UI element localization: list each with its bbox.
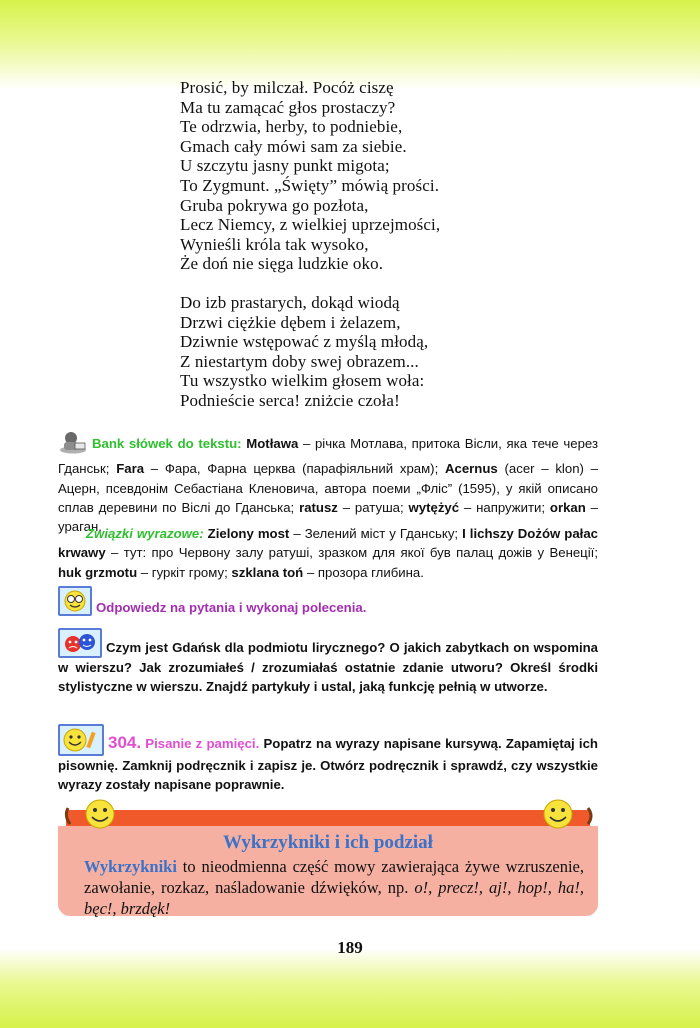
smiley-pencil-icon xyxy=(58,724,104,756)
phrase-term: huk grzmotu xyxy=(58,564,138,580)
smiley-icon xyxy=(62,798,118,832)
vocab-definition: – напружити; xyxy=(459,499,550,515)
poem-line: Gruba pokrywa go pozłota, xyxy=(180,195,369,215)
vocab-definition: – Фара, Фарна церква (парафіяльний храм); xyxy=(144,461,445,477)
glasses-smiley-icon xyxy=(58,586,92,616)
two-faces-icon xyxy=(58,628,102,658)
vocab-term: wytężyć xyxy=(408,499,460,515)
top-band xyxy=(0,0,700,90)
phrase-term: Zielony most xyxy=(203,526,290,541)
rule-term: Wykrzykniki xyxy=(84,857,177,876)
poem-line: Dziwnie wstępować z myślą młodą, xyxy=(180,332,429,352)
phrase-definition: – тут: про Червону залу ратуші, зразком для якої був палац дожів у Венеції; xyxy=(105,545,598,561)
rule-examples: o!, precz!, aj!, hop!, ha!, bęc!, brzdęk! xyxy=(84,878,585,918)
vocab-term: Acernus xyxy=(444,461,498,477)
phrase-term: szklana toń xyxy=(231,564,304,580)
poem-line: Wynieśli króla tak wysoko, xyxy=(180,234,369,254)
vocab-term: orkan xyxy=(549,499,586,515)
smiley-icon xyxy=(538,798,598,832)
poem-line: Prosić, by milczał. Pocóż ciszę xyxy=(180,78,394,97)
poem-line: Tu wszystko wielkim głosem woła: xyxy=(180,371,425,391)
vocab-term: Motława xyxy=(246,436,299,451)
rule-box xyxy=(58,798,598,920)
reader-icon xyxy=(58,430,88,459)
rule-text xyxy=(84,856,584,919)
vocab-term: ratusz xyxy=(299,499,338,515)
poem-line: Do izb prastarych, dokąd wiodą xyxy=(180,292,400,312)
exercise-title: Pisanie z pamięci. xyxy=(145,736,260,751)
vocabulary-heading: Bank słówek do tekstu: xyxy=(92,436,242,451)
vocab-definition: (acer – klon) – Ацерн, псевдонім Себастіана Кленовича, автора поеми „Фліс” (1595), у якій описано сплав деревини по Віслі до Гданська; xyxy=(58,461,598,515)
vocab-definition: – річка Мотлава, притока Вісли, яка тече через Гданськ; xyxy=(58,436,598,477)
vocab-definition: – ураган. xyxy=(58,499,598,535)
phrase-definition: – прозора глибина. xyxy=(303,564,424,580)
poem-line: Lecz Niemcy, z wielkiej uprzejmości, xyxy=(180,215,441,235)
exercise-text: Popatrz na wyrazy napisane kursywą. Zapamiętaj ich pisownię. Zamknij podręcznik i zapisz je. Otwórz podręcznik i sprawdź, czy wszystkie wyrazy zostały napisane poprawnie. xyxy=(58,736,598,793)
poem-line: Te odrzwia, herby, to podniebie, xyxy=(180,117,403,137)
rule-definition: to nieodmienna część mowy zawierająca żywe wzruszenie, zawołanie, rozkaz, naśladowanie dźwięków, np. xyxy=(84,857,584,897)
phrase-definition: – гуркіт грому; xyxy=(137,564,232,580)
poem xyxy=(180,78,540,411)
vocab-definition: – ратуша; xyxy=(337,499,409,515)
questions-block xyxy=(58,628,598,697)
poem-line: Podnieście serca! zniżcie czoła! xyxy=(180,390,400,410)
poem-stanza-2 xyxy=(180,293,540,411)
task-heading-block xyxy=(58,586,598,617)
poem-line: To Zygmunt. „Święty” mówią prości. xyxy=(180,175,440,195)
bottom-band xyxy=(0,948,700,1028)
exercise-block xyxy=(58,724,598,795)
poem-line: Gmach cały mówi sam za siebie. xyxy=(180,136,407,156)
questions-text: Czym jest Gdańsk dla podmiotu lirycznego? O jakich zabytkach on wspomina w wierszu? Jak zrozumiałeś / zrozumiałaś ostatnie zdanie utworu? Określ środki stylistyczne w wierszu. Znajdź partykuły i ustal, jaką funkcję pełnią w utworze. xyxy=(58,640,598,695)
page-number: 189 xyxy=(337,938,363,957)
phrases-block xyxy=(58,524,598,582)
poem-line: Drzwi ciężkie dębem i żelazem, xyxy=(180,312,401,332)
phrase-term: I lichszy Dożów pałac krwawy xyxy=(58,526,599,561)
vocabulary-block xyxy=(58,430,598,536)
poem-line: U szczytu jasny punkt migota; xyxy=(180,156,390,176)
task-heading: Odpowiedz na pytania i wykonaj polecenia. xyxy=(96,600,367,615)
phrase-definition: – Зелений міст у Гданську; xyxy=(289,526,463,541)
poem-stanza-1 xyxy=(180,78,540,274)
vocab-term: Fara xyxy=(116,461,145,477)
rule-title: Wykrzykniki i ich podział xyxy=(223,832,433,853)
poem-line: Że doń nie sięga ludzkie oko. xyxy=(180,254,384,274)
poem-line: Z niestartym doby swej obrazem... xyxy=(180,351,419,371)
exercise-number: 304. xyxy=(108,733,142,752)
poem-line: Ma tu zamącać głos prostaczy? xyxy=(180,97,396,117)
phrases-heading: Związki wyrazowe: xyxy=(86,526,204,541)
